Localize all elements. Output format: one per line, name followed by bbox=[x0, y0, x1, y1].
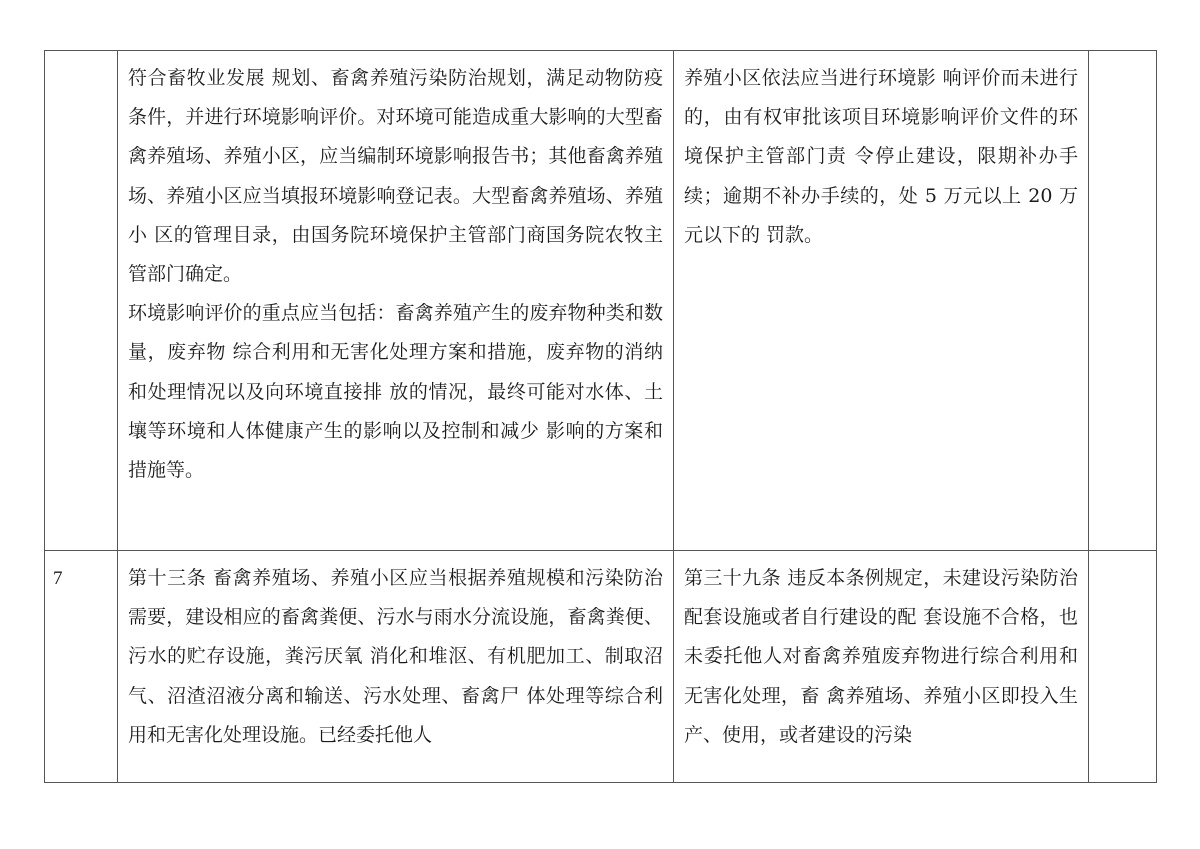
remark-cell bbox=[1089, 551, 1157, 783]
provision-paragraph: 符合畜牧业发展 规划、畜禽养殖污染防治规划，满足动物防疫条件，并进行环境影响评价。对环境可能造成重大影响的大型畜禽养殖场、养殖小区，应当编制环境影响报告书；其他畜禽养殖场、养殖小区应当填报环境影响登记表。大型畜禽养殖场、养殖小 区的管理目录，由国务院环境保护主管部门商国务院农牧主管部门确定。 bbox=[128, 67, 663, 286]
penalty-cell bbox=[674, 551, 1089, 783]
provision-paragraph: 第十三条 畜禽养殖场、养殖小区应当根据养殖规模和污染防治需要，建设相应的畜禽粪便、污水与雨水分流设施，畜禽粪便、污水的贮存设施，粪污厌氧 消化和堆沤、有机肥加工、制取沼气、沼渣沼液分离和输送、污水处理、畜禽尸 体处理等综合利用和无害化处理设施。已经委托他人 bbox=[128, 567, 663, 746]
remark-cell bbox=[1089, 51, 1157, 551]
row-number-cell bbox=[45, 51, 118, 551]
provision-paragraph: 环境影响评价的重点应当包括：畜禽养殖产生的废弃物种类和数量，废弃物 综合利用和无害化处理方案和措施，废弃物的消纳和处理情况以及向环境直接排 放的情况，最终可能对水体、土壤等环境和人体健康产生的影响以及控制和减少 影响的方案和措施等。 bbox=[128, 302, 663, 482]
table-row bbox=[45, 551, 1157, 783]
penalty-paragraph: 养殖小区依法应当进行环境影 响评价而未进行的，由有权审批该项目环境影响评价文件的环境保护主管部门责 令停止建设，限期补办手续；逾期不补办手续的，处 5 万元以上 20 万元以下的 罚款。 bbox=[684, 67, 1078, 246]
row-number-cell: 7 bbox=[45, 551, 118, 783]
penalty-paragraph: 第三十九条 违反本条例规定，未建设污染防治配套设施或者自行建设的配 套设施不合格，也未委托他人对畜禽养殖废弃物进行综合利用和无害化处理，畜 禽养殖场、养殖小区即投入生产、使用，或者建设的污染 bbox=[684, 567, 1078, 746]
penalty-cell bbox=[674, 51, 1089, 551]
table-row bbox=[45, 51, 1157, 551]
provision-cell bbox=[118, 551, 674, 783]
regulation-table bbox=[44, 50, 1157, 783]
provision-cell bbox=[118, 51, 674, 551]
